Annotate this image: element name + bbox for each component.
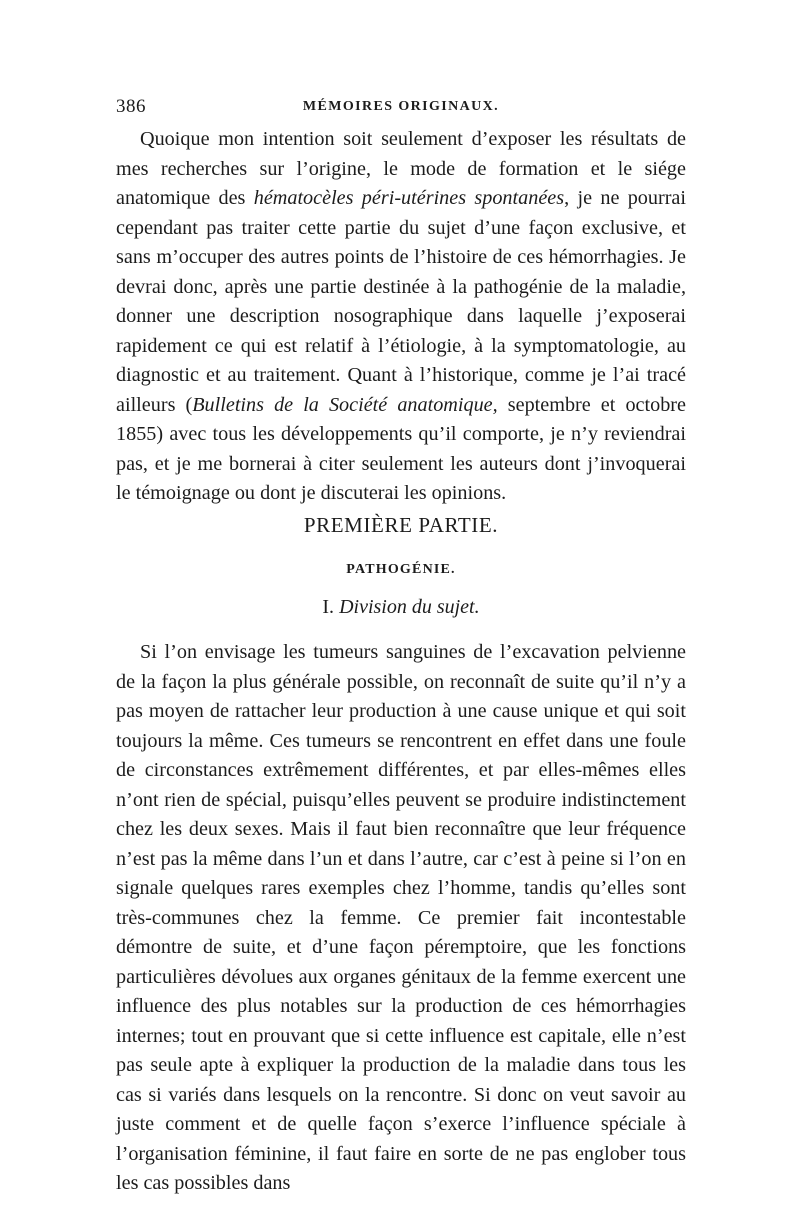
running-head (116, 96, 686, 120)
paragraph-introduction (116, 125, 686, 509)
paragraph-text: septembre et octobre 1855) avec tous les développements qu’il comporte, je n’y reviendrai pas, et je me bornerai à citer seulement les auteurs dont j’invoquerai le témoignage ou dont je discuterai les opinions. (116, 393, 686, 504)
page-number: 386 (116, 96, 146, 117)
paragraph-text: , je ne pourrai cependant pas traiter cette partie du sujet d’une façon exclusive, et sans m’occuper des autres points de l’histoire de ces hémorrhagies. Je devrai donc, après une partie destinée à la pathogénie de la maladie, donner une description nosographique dans laquelle j’exposerai rapidement ce qui est relatif à l’étiologie, à la symptomatologie, au diagnostic et au traitement. Quant à l’historique, comme je l’ai tracé ailleurs ( (116, 187, 687, 416)
section-name: Division du sujet. (339, 596, 480, 618)
italic-term: hématocèles péri-utérines spontanées (253, 187, 565, 209)
paragraph-pathogenesis: Si l’on envisage les tumeurs sanguines de l’excavation pelvienne de la façon la plus générale possible, on reconnaît de suite qu’il n’y a pas moyen de rattacher leur production à une cause unique et qui soit toujours la même. Ces tumeurs se rencontrent en effet dans une foule de circonstances extrêmement différentes, et par elles-mêmes elles n’ont rien de spécial, puisqu’elles peuvent se produire indistinctement chez les deux sexes. Mais il faut bien reconnaître que leur fréquence n’est pas la même dans l’un et dans l’autre, car c’est à peine si l’on en signale quelques rares exemples chez l’homme, tandis qu’elles sont très-communes chez la femme. Ce premier fait incontestable démontre de suite, et d’une façon péremptoire, que les fonctions particulières dévolues aux organes génitaux de la femme exercent une influence des plus notables sur la production de ces hémorrhagies internes; tout en prouvant que si cette influence est capitale, elle n’est pas seule apte à expliquer la production de la maladie dans tous les cas si variés dans lesquels on la rencontre. Si donc on veut savoir au juste comment et de quelle façon s’exerce l’influence spéciale à l’organisation féminine, il faut faire en sorte de ne pas englober tous les cas possibles dans (116, 641, 686, 1194)
section-number: I. (322, 596, 335, 618)
running-title: MÉMOIRES ORIGINAUX. (302, 99, 500, 114)
part-title: PREMIÈRE PARTIE. (303, 513, 499, 537)
chapter-title: PATHOGÉNIE. (346, 562, 456, 577)
paragraph-text: Quoique mon intention soit seulement d’exposer les résultats de mes recherches sur l’origine, le mode de formation et le siége anatomique des (116, 128, 686, 209)
section-title (116, 596, 686, 619)
citation: Bulletins de la Société anatomique, (192, 393, 498, 416)
